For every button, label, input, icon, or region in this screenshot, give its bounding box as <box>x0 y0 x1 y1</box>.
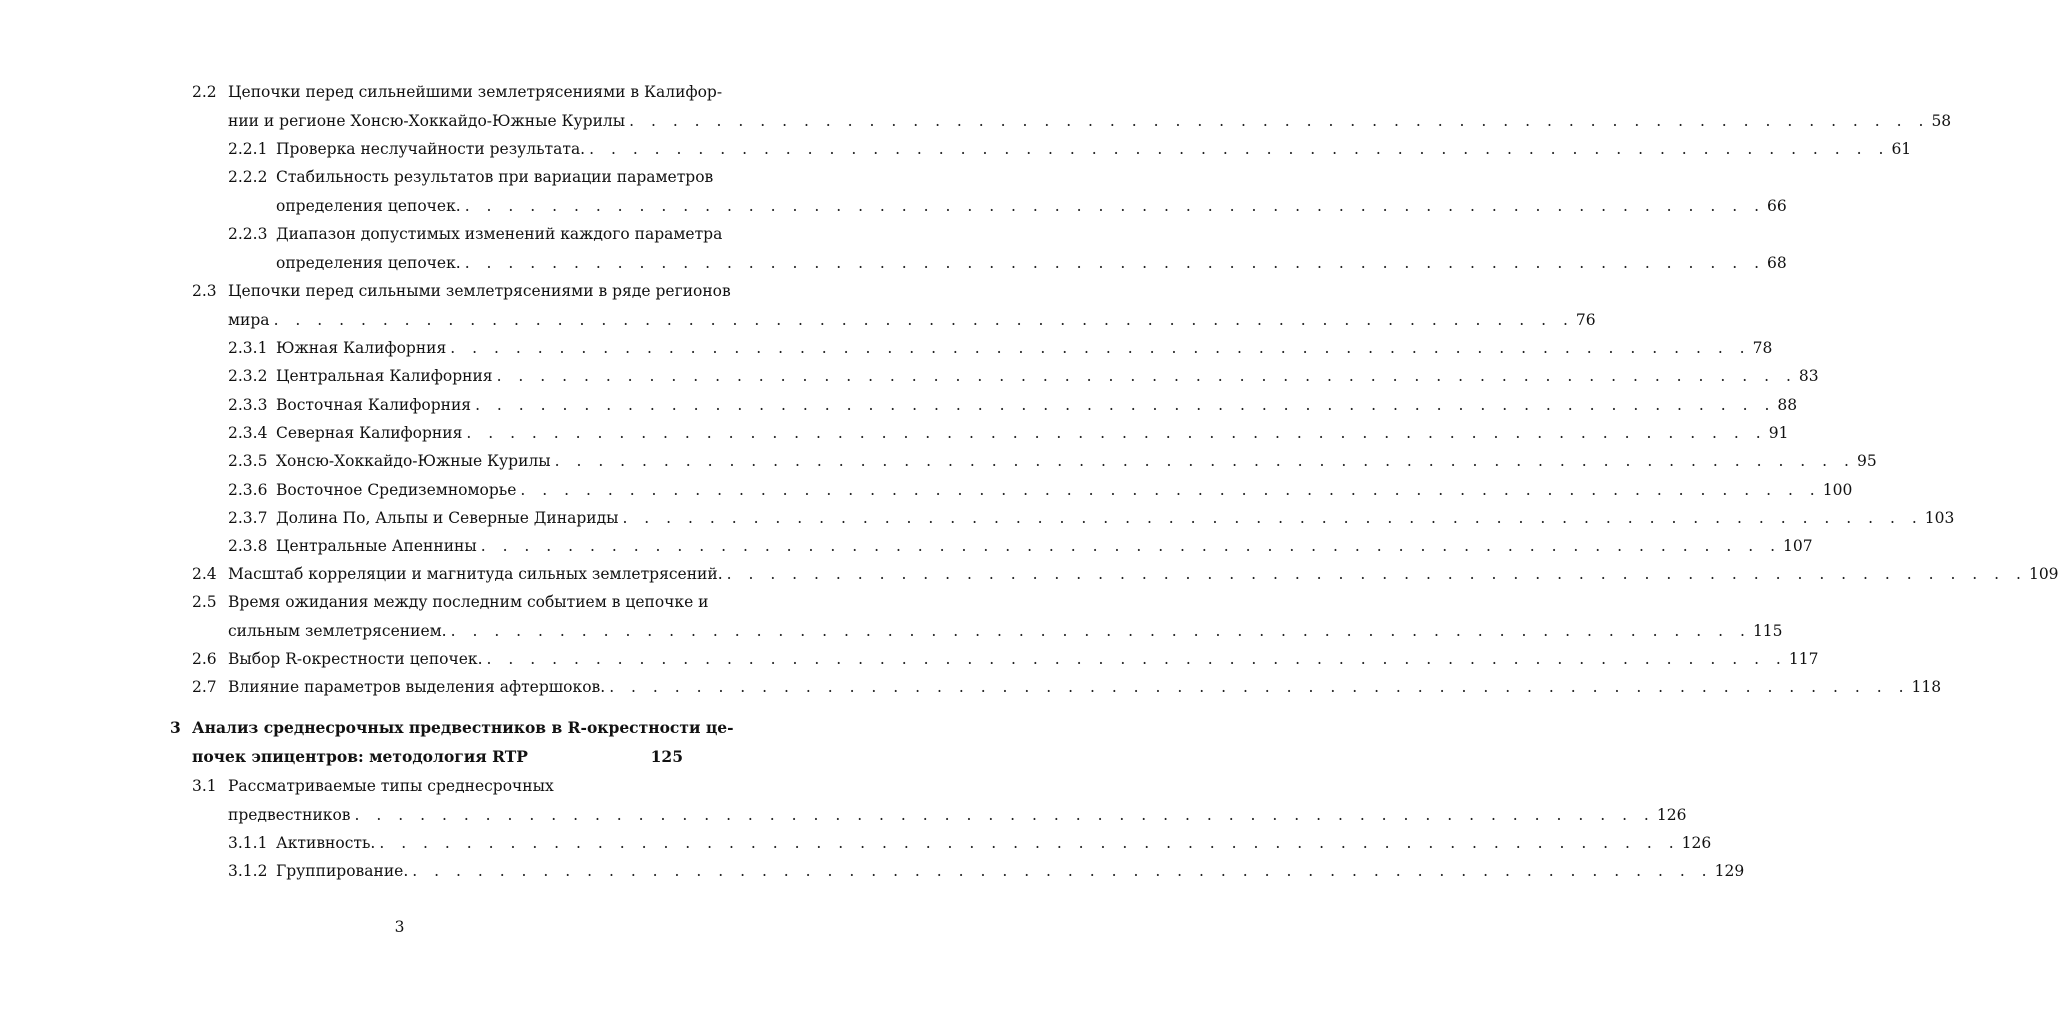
toc-entry-title: определения цепочек. <box>276 196 461 215</box>
toc-entry-title: Стабильность результатов при вариации параметров <box>276 168 714 186</box>
toc-entry-number: 2.3.5 <box>228 452 268 470</box>
toc-entry-number: 2.3.1 <box>228 339 268 357</box>
dot-leader: . . . . . . . . . . . . . . . . . . . . . . . . . . . . . . . . . . . . . . . . . . . . . . . . . . . . . . . . . . . . <box>629 111 1930 130</box>
toc-page-number: 103 <box>1924 509 1955 527</box>
toc-page-number: 83 <box>1798 367 1819 385</box>
dot-leader: . . . . . . . . . . . . . . . . . . . . . . . . . . . . . . . . . . . . . . . . . . . . . . . . . . . . . . . . . . . . <box>496 367 1797 385</box>
dot-leader: . . . . . . . . . . . . . . . . . . . . . . . . . . . . . . . . . . . . . . . . . . . . . . . . . . . . . . . . . . . . <box>450 621 1751 640</box>
toc-page-number: 126 <box>1656 805 1687 824</box>
toc-entry-title: Проверка неслучайности результата. <box>276 140 586 158</box>
toc-page-number: 118 <box>1911 678 1942 696</box>
toc-page-number: 88 <box>1777 396 1798 414</box>
toc-entry-title: Долина По, Альпы и Северные Динариды <box>276 509 619 527</box>
toc-page-number: 107 <box>1783 537 1813 555</box>
dot-leader: . . . . . . . . . . . . . . . . . . . . . . . . . . . . . . . . . . . . . . . . . . . . . . . . . . . . . . . . . . . . <box>464 196 1766 215</box>
toc-entry-title: Хонсю-Хоккайдо-Южные Курилы <box>276 452 551 470</box>
dot-leader: . . . . . . . . . . . . . . . . . . . . . . . . . . . . . . . . . . . . . . . . . . . . . . . . . . . . . . . . . . . . <box>466 424 1767 442</box>
dot-leader: . . . . . . . . . . . . . . . . . . . . . . . . . . . . . . . . . . . . . . . . . . . . . . . . . . . . . . . . . . . . <box>379 834 1680 852</box>
toc-entry-title: Северная Калифорния <box>276 424 463 442</box>
toc-page-number: 125 <box>650 746 683 766</box>
toc-page-number: 61 <box>1891 140 1912 158</box>
toc-entry-number: 2.4 <box>192 565 217 583</box>
dot-leader: . . . . . . . . . . . . . . . . . . . . . . . . . . . . . . . . . . . . . . . . . . . . . . . . . . . . . . . . . . . . <box>273 310 1574 329</box>
toc-entry-number: 2.3.6 <box>228 481 268 499</box>
toc-entry-number: 2.2.2 <box>228 168 268 186</box>
dot-leader: . . . . . . . . . . . . . . . . . . . . . . . . . . . . . . . . . . . . . . . . . . . . . . . . . . . . . . . . . . . . <box>622 509 1923 527</box>
toc-entry-title: Выбор R-окрестности цепочек. <box>228 650 483 668</box>
toc-entry-title: Влияние параметров выделения афтершоков. <box>228 678 606 696</box>
toc-entry-title: мира <box>228 310 270 329</box>
toc-page-number: 76 <box>1575 310 1596 329</box>
toc-entry-number: 2.2.3 <box>228 225 268 243</box>
toc-entry-number: 3.1 <box>192 777 217 795</box>
dot-leader: . . . . . . . . . . . . . . . . . . . . . . . . . . . . . . . . . . . . . . . . . . . . . . . . . . . . . . . . . . . . <box>554 452 1855 470</box>
toc-entry-title: Диапазон допустимых изменений каждого параметра <box>276 225 723 243</box>
toc-entry-number: 2.3.4 <box>228 424 268 442</box>
toc-entry-title: Анализ среднесрочных предвестников в R-окрестности це- <box>192 718 734 737</box>
toc-entry-number: 2.3.2 <box>228 367 268 385</box>
toc-entry-title: почек эпицентров: методология RTP <box>192 746 528 766</box>
toc-entry-number: 2.2.1 <box>228 140 268 158</box>
toc-entry-number: 3.1.2 <box>228 862 268 880</box>
toc-entry-number: 2.3 <box>192 282 217 300</box>
dot-leader: . . . . . . . . . . . . . . . . . . . . . . . . . . . . . . . . . . . . . . . . . . . . . . . . . . . . . . . . . . . . <box>520 481 1821 499</box>
toc-entry-title: Южная Калифорния <box>276 339 447 357</box>
dot-leader: . . . . . . . . . . . . . . . . . . . . . . . . . . . . . . . . . . . . . . . . . . . . . . . . . . . . . . . . . . . . <box>609 678 1910 696</box>
toc-page-number: 117 <box>1788 650 1819 668</box>
toc-entry-title: предвестников <box>228 805 351 824</box>
toc-page-number: 78 <box>1752 339 1773 357</box>
toc-entry-number: 3 <box>170 718 181 737</box>
toc-entry-number: 3.1.1 <box>228 834 268 852</box>
toc-entry-title: Активность. <box>276 834 376 852</box>
toc-entry-number: 2.3.7 <box>228 509 268 527</box>
dot-leader: . . . . . . . . . . . . . . . . . . . . . . . . . . . . . . . . . . . . . . . . . . . . . . . . . . . . . . . . . . . . <box>589 140 1890 158</box>
toc-entry-title: Центральная Калифорния <box>276 367 493 385</box>
toc-entry-title: Центральные Апеннины <box>276 537 477 555</box>
toc-page-number: 58 <box>1931 111 1952 130</box>
toc-entry-number: 2.2 <box>192 83 217 101</box>
toc-entry-title: Рассматриваемые типы среднесрочных <box>228 777 554 795</box>
toc-entry-number: 2.3.3 <box>228 396 268 414</box>
toc-entry-title: нии и регионе Хонсю-Хоккайдо-Южные Курилы <box>228 111 626 130</box>
toc-page-number: 109 <box>2028 565 2059 583</box>
toc-entry-number: 2.7 <box>192 678 217 696</box>
toc-page-number: 126 <box>1681 834 1712 852</box>
dot-leader: . . . . . . . . . . . . . . . . . . . . . . . . . . . . . . . . . . . . . . . . . . . . . . . . . . . . . . . . . . . . <box>486 650 1787 668</box>
dot-leader: . . . . . . . . . . . . . . . . . . . . . . . . . . . . . . . . . . . . . . . . . . . . . . . . . . . . . . . . . . . . <box>726 565 2027 583</box>
dot-leader: . . . . . . . . . . . . . . . . . . . . . . . . . . . . . . . . . . . . . . . . . . . . . . . . . . . . . . . . . . . . <box>480 537 1782 555</box>
toc-entry-title: Группирование. <box>276 862 409 880</box>
toc-entry-number: 2.3.8 <box>228 537 268 555</box>
dot-leader: . . . . . . . . . . . . . . . . . . . . . . . . . . . . . . . . . . . . . . . . . . . . . . . . . . . . . . . . . . . . <box>412 862 1713 880</box>
dot-leader: . . . . . . . . . . . . . . . . . . . . . . . . . . . . . . . . . . . . . . . . . . . . . . . . . . . . . . . . . . . . <box>354 805 1655 824</box>
toc-entry-title: Масштаб корреляции и магнитуда сильных землетрясений. <box>228 565 723 583</box>
toc-page-number: 95 <box>1856 452 1877 470</box>
toc-page-number: 115 <box>1752 621 1783 640</box>
dot-leader: . . . . . . . . . . . . . . . . . . . . . . . . . . . . . . . . . . . . . . . . . . . . . . . . . . . . . . . . . . . . <box>464 253 1766 272</box>
dot-leader: . . . . . . . . . . . . . . . . . . . . . . . . . . . . . . . . . . . . . . . . . . . . . . . . . . . . . . . . . . . . <box>475 396 1776 414</box>
toc-entry-title: сильным землетрясением. <box>228 621 447 640</box>
toc-entry-title: Цепочки перед сильнейшими землетрясениями в Калифор- <box>228 83 723 101</box>
toc-entry-title: Время ожидания между последним событием в цепочке и <box>228 593 709 611</box>
toc-entry-title: определения цепочек. <box>276 253 461 272</box>
toc-entry-number: 2.5 <box>192 593 217 611</box>
toc-entry-number: 2.6 <box>192 650 217 668</box>
toc-page-number: 66 <box>1767 196 1787 215</box>
toc-page-number: 91 <box>1768 424 1789 442</box>
toc-page-number: 129 <box>1714 862 1745 880</box>
dot-leader: . . . . . . . . . . . . . . . . . . . . . . . . . . . . . . . . . . . . . . . . . . . . . . . . . . . . . . . . . . . . <box>450 339 1751 357</box>
toc-entry-title: Цепочки перед сильными землетрясениями в ряде регионов <box>228 282 731 300</box>
page-number: 3 <box>394 918 405 936</box>
toc-entry-title: Восточная Калифорния <box>276 396 472 414</box>
toc-page-number: 68 <box>1767 253 1787 272</box>
toc-page-number: 100 <box>1822 481 1853 499</box>
toc-entry-title: Восточное Средиземноморье <box>276 481 517 499</box>
